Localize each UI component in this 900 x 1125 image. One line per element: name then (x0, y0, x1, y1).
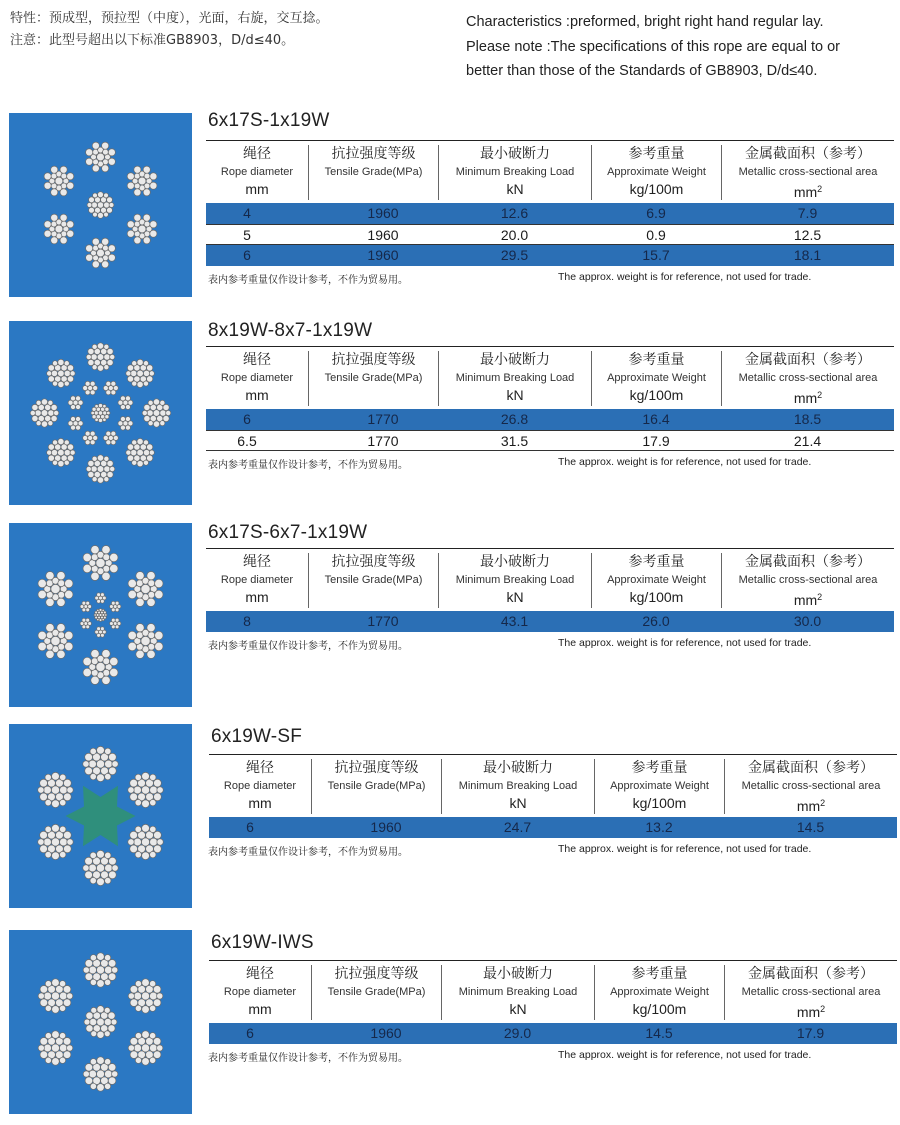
rope-section (0, 110, 900, 298)
table-cell: 1960 (370, 819, 402, 835)
column-label-en: Rope diameter (223, 986, 297, 998)
reference-note-cn: 表内参考重量仅作设计参考，不作为贸易用。 (208, 275, 408, 286)
unit-superscript: 2 (820, 1004, 826, 1014)
column-label-cn: 绳径 (246, 760, 274, 776)
column-unit (725, 795, 897, 815)
unit-superscript: 2 (817, 592, 823, 602)
column-label-cn: 金属截面积（参考） (745, 352, 871, 368)
column-label-en: Rope diameter (223, 780, 297, 792)
column-label-cn: 抗拉强度等级 (331, 554, 416, 570)
rope-cross-section-6x19W-IWS-icon (9, 930, 192, 1114)
rope-model-title: 6x19W-SF (211, 726, 302, 747)
table-cell: 5 (243, 227, 251, 243)
table-cell: 0.9 (646, 227, 666, 243)
column-label-en: Approximate Weight (607, 372, 706, 384)
column-header (209, 965, 311, 1020)
table-header (206, 346, 894, 409)
column-label-en: Tensile Grade(MPa) (324, 166, 423, 178)
column-label-en: Metallic cross-sectional area (741, 986, 881, 998)
column-label-en: Minimum Breaking Load (455, 166, 575, 178)
column-label-cn: 最小破断力 (483, 760, 553, 776)
rope-model-title: 6x17S-6x7-1x19W (208, 522, 368, 543)
column-label-en: Tensile Grade(MPa) (324, 372, 423, 384)
column-unit (722, 181, 894, 201)
table-cell: 1770 (367, 613, 399, 629)
table-cell: 7.9 (797, 205, 818, 221)
column-unit (722, 589, 894, 609)
rope-diagram (9, 930, 192, 1114)
unit-text: kg/100m (632, 1001, 687, 1017)
table-cell: 17.9 (796, 1025, 825, 1041)
column-unit (592, 181, 721, 198)
table-cell: 14.5 (645, 1025, 673, 1041)
column-label-en: Approximate Weight (607, 166, 706, 178)
column-header (206, 145, 308, 200)
column-label-en: Tensile Grade(MPa) (324, 574, 423, 586)
column-label-cn: 参考重量 (631, 760, 688, 776)
rope-diagram (9, 523, 192, 707)
column-header (206, 553, 308, 608)
table-cell: 21.4 (793, 433, 822, 449)
table-cell: 1960 (367, 247, 399, 263)
unit-text: kN (509, 1001, 527, 1017)
table-cell: 6 (243, 247, 251, 263)
column-label-cn: 最小破断力 (480, 352, 550, 368)
column-label-cn: 抗拉强度等级 (334, 760, 419, 776)
unit-text: mm (248, 1001, 272, 1017)
header-chinese (10, 8, 329, 52)
spec-table (206, 548, 894, 632)
column-label-cn: 抗拉强度等级 (334, 966, 419, 982)
table-cell: 29.0 (503, 1025, 532, 1041)
column-header (441, 965, 594, 1020)
table-cell: 26.0 (642, 613, 670, 629)
column-header (721, 553, 894, 608)
unit-text: kN (506, 589, 524, 605)
column-header (721, 351, 894, 406)
column-label-en: Rope diameter (220, 574, 294, 586)
table-cell: 13.2 (645, 819, 673, 835)
table-cell: 15.7 (642, 247, 670, 263)
table-cell: 18.1 (793, 247, 822, 263)
column-unit (595, 795, 724, 812)
table-row (206, 611, 894, 632)
table-cell: 29.5 (500, 247, 529, 263)
spec-table (206, 346, 894, 451)
column-unit (595, 1001, 724, 1018)
table-header (206, 140, 894, 203)
unit-text: mm (796, 1004, 821, 1020)
column-unit (725, 1001, 897, 1021)
rope-section (0, 518, 900, 706)
column-label-cn: 抗拉强度等级 (331, 352, 416, 368)
unit-text: kN (506, 387, 524, 403)
column-label-en: Minimum Breaking Load (455, 574, 575, 586)
unit-text: mm (793, 184, 818, 200)
unit-text: kN (506, 181, 524, 197)
table-cell: 20.0 (500, 227, 529, 243)
column-label-cn: 绳径 (243, 554, 271, 570)
unit-text: mm (248, 795, 272, 811)
characteristics-en: Characteristics :preformed, bright right hand regular lay. (466, 14, 824, 30)
rope-diagram (9, 113, 192, 297)
note-en-line2: better than those of the Standards of GB8903, D/d≤40. (466, 63, 818, 79)
table-header (206, 548, 894, 611)
column-header (308, 553, 438, 608)
column-label-en: Tensile Grade(MPa) (327, 780, 426, 792)
reference-note-cn: 表内参考重量仅作设计参考，不作为贸易用。 (208, 641, 408, 652)
unit-text: mm (245, 181, 269, 197)
column-label-en: Metallic cross-sectional area (738, 372, 878, 384)
column-unit (592, 387, 721, 404)
spec-table (209, 754, 897, 838)
column-header (724, 759, 897, 814)
rope-section (0, 722, 900, 910)
column-unit (206, 589, 308, 606)
column-label-en: Metallic cross-sectional area (738, 166, 878, 178)
column-label-en: Rope diameter (220, 166, 294, 178)
column-header (591, 145, 721, 200)
table-cell: 6.9 (646, 205, 666, 221)
reference-note-en: The approx. weight is for reference, not used for trade. (558, 271, 812, 283)
unit-superscript: 2 (820, 798, 826, 808)
column-header (438, 351, 591, 406)
characteristics-cn: 特性：预成型，预拉型（中度），光面，右旋，交互捻。 (10, 11, 329, 26)
rope-section (0, 928, 900, 1116)
column-unit (206, 387, 308, 404)
unit-text: mm (793, 592, 818, 608)
column-label-cn: 最小破断力 (480, 554, 550, 570)
column-label-cn: 参考重量 (628, 554, 685, 570)
column-label-en: Approximate Weight (610, 780, 709, 792)
column-unit (722, 387, 894, 407)
rope-model-title: 8x19W-8x7-1x19W (208, 320, 373, 341)
column-label-en: Minimum Breaking Load (455, 372, 575, 384)
column-header (311, 759, 441, 814)
column-header (438, 553, 591, 608)
unit-text: kg/100m (629, 181, 684, 197)
column-header (724, 965, 897, 1020)
column-label-cn: 绳径 (243, 352, 271, 368)
table-row (206, 203, 894, 224)
rope-cross-section-8x19W-8x7-1x19W-icon (9, 321, 192, 505)
column-label-en: Tensile Grade(MPa) (327, 986, 426, 998)
table-cell: 12.6 (500, 205, 529, 221)
column-header (441, 759, 594, 814)
rope-cross-section-6x17S-1x19W-icon (9, 113, 192, 297)
column-header (311, 965, 441, 1020)
column-header (308, 351, 438, 406)
unit-text: kN (509, 795, 527, 811)
table-cell: 12.5 (793, 227, 822, 243)
rope-model-title: 6x19W-IWS (211, 932, 314, 953)
column-label-cn: 参考重量 (628, 352, 685, 368)
column-label-en: Minimum Breaking Load (458, 986, 578, 998)
table-cell: 14.5 (796, 819, 825, 835)
spec-table (206, 140, 894, 266)
column-label-cn: 最小破断力 (483, 966, 553, 982)
unit-text: kg/100m (632, 795, 687, 811)
table-row (206, 224, 894, 245)
unit-superscript: 2 (817, 184, 823, 194)
column-header (209, 759, 311, 814)
table-cell: 1960 (367, 205, 399, 221)
column-label-cn: 绳径 (243, 146, 271, 162)
column-label-en: Metallic cross-sectional area (738, 574, 878, 586)
table-cell: 30.0 (793, 613, 822, 629)
rope-cross-section-6x17S-6x7-1x19W-icon (9, 523, 192, 707)
table-cell: 31.5 (500, 433, 529, 449)
column-label-cn: 金属截面积（参考） (748, 760, 874, 776)
rope-section (0, 316, 900, 504)
column-unit (442, 795, 594, 812)
header-english (466, 10, 840, 84)
table-cell: 1770 (367, 411, 399, 427)
column-header (721, 145, 894, 200)
column-header (591, 351, 721, 406)
table-cell: 6 (246, 1025, 254, 1041)
table-cell: 16.4 (642, 411, 670, 427)
unit-text: kg/100m (629, 387, 684, 403)
unit-superscript: 2 (817, 390, 823, 400)
unit-text: mm (796, 798, 821, 814)
column-label-cn: 绳径 (246, 966, 274, 982)
rope-cross-section-6x19W-SF-icon (9, 724, 192, 908)
column-label-cn: 金属截面积（参考） (748, 966, 874, 982)
reference-note-en: The approx. weight is for reference, not used for trade. (558, 456, 812, 468)
reference-note-cn: 表内参考重量仅作设计参考，不作为贸易用。 (208, 460, 408, 471)
table-cell: 1770 (367, 433, 399, 449)
table-cell: 18.5 (793, 411, 822, 427)
reference-note-cn: 表内参考重量仅作设计参考，不作为贸易用。 (208, 1053, 408, 1064)
column-header (438, 145, 591, 200)
column-unit (209, 1001, 311, 1018)
table-cell: 6 (246, 819, 254, 835)
reference-note-cn: 表内参考重量仅作设计参考，不作为贸易用。 (208, 847, 408, 858)
column-unit (592, 589, 721, 606)
spec-table (209, 960, 897, 1044)
column-unit (206, 181, 308, 198)
unit-text: mm (245, 387, 269, 403)
reference-note-en: The approx. weight is for reference, not used for trade. (558, 843, 812, 855)
column-label-cn: 抗拉强度等级 (331, 146, 416, 162)
column-header (594, 759, 724, 814)
table-cell: 6 (243, 411, 251, 427)
column-header (591, 553, 721, 608)
table-cell: 43.1 (500, 613, 529, 629)
table-cell: 1960 (367, 227, 399, 243)
rope-diagram (9, 321, 192, 505)
reference-note-en: The approx. weight is for reference, not used for trade. (558, 637, 812, 649)
table-cell: 6.5 (237, 433, 257, 449)
column-label-cn: 参考重量 (631, 966, 688, 982)
column-header (308, 145, 438, 200)
table-header (209, 754, 897, 817)
column-unit (209, 795, 311, 812)
column-label-cn: 参考重量 (628, 146, 685, 162)
table-cell: 17.9 (642, 433, 670, 449)
column-label-cn: 最小破断力 (480, 146, 550, 162)
column-header (594, 965, 724, 1020)
table-row (206, 245, 894, 266)
column-unit (439, 181, 591, 198)
unit-text: mm (793, 390, 818, 406)
table-cell: 1960 (370, 1025, 402, 1041)
reference-note-en: The approx. weight is for reference, not used for trade. (558, 1049, 812, 1061)
note-cn: 注意：此型号超出以下标准GB8903，D/d≤40。 (10, 33, 295, 48)
table-cell: 4 (243, 205, 251, 221)
column-label-en: Minimum Breaking Load (458, 780, 578, 792)
column-label-en: Rope diameter (220, 372, 294, 384)
unit-text: mm (245, 589, 269, 605)
unit-text: kg/100m (629, 589, 684, 605)
note-en-line1: Please note :The specifications of this rope are equal to or (466, 38, 840, 55)
table-cell: 26.8 (500, 411, 529, 427)
column-label-en: Approximate Weight (607, 574, 706, 586)
table-header (209, 960, 897, 1023)
column-unit (439, 387, 591, 404)
column-label-cn: 金属截面积（参考） (745, 554, 871, 570)
rope-model-title: 6x17S-1x19W (208, 110, 330, 131)
column-unit (442, 1001, 594, 1018)
column-header (206, 351, 308, 406)
column-label-en: Metallic cross-sectional area (741, 780, 881, 792)
table-row (206, 430, 894, 451)
table-row (206, 409, 894, 430)
table-row (209, 817, 897, 838)
column-label-en: Approximate Weight (610, 986, 709, 998)
rope-diagram (9, 724, 192, 908)
column-label-cn: 金属截面积（参考） (745, 146, 871, 162)
table-cell: 8 (243, 613, 251, 629)
table-cell: 24.7 (503, 819, 532, 835)
table-row (209, 1023, 897, 1044)
column-unit (439, 589, 591, 606)
